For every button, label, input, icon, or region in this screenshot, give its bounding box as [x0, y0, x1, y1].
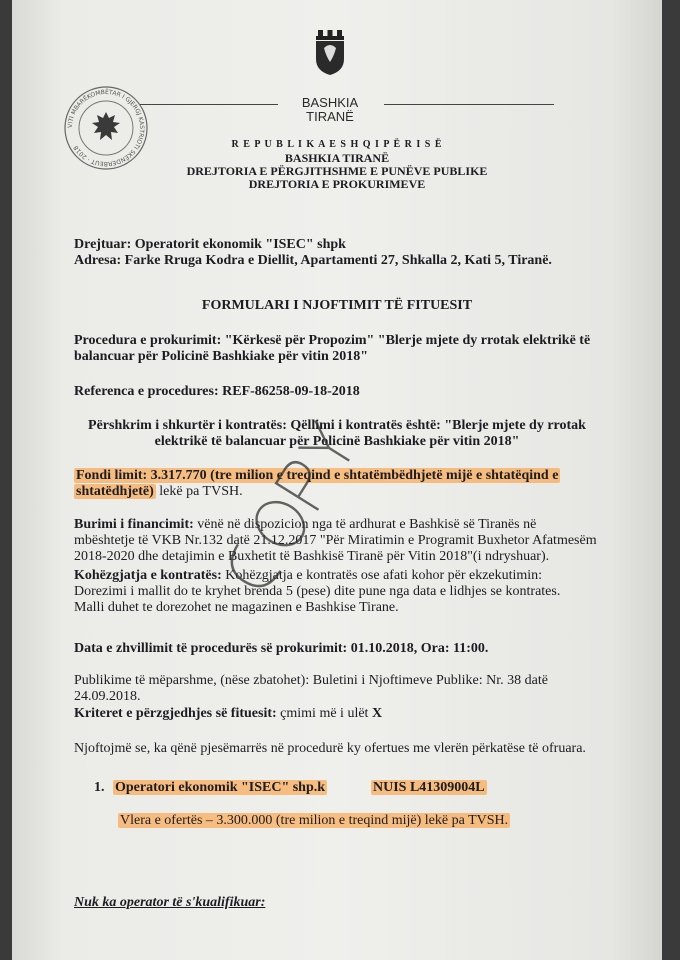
financing-line-2: mbështetje të VKB Nr.132 datë 21.12.2017 "Për Miratimin e Programit Buxhetor Afatmesëm	[74, 533, 597, 548]
publications-line-1: Publikime të mëparshme, (nëse zbatohet): Buletini i Njoftimeve Publike: Nr. 38 datë	[74, 673, 548, 688]
financing-line-3: 2018-2020 dhe detajimin e Buxhetit të Bashkisë Tiranë për Vitin 2018"(i ndryshuar).	[74, 549, 550, 564]
selection-criteria: Kriteret e përzgjedhjes së fituesit: çmimi më i ulët X	[74, 706, 383, 721]
procedure-line-1: Procedura e prokurimit: "Kërkesë për Propozim" "Blerje mjete dy rrotak elektrikë të	[74, 333, 591, 348]
duration-line-3: Malli duhet te dorezohet ne magazinen e Bashkise Tirane.	[74, 600, 399, 615]
financing-line-1: Burimi i financimit: vënë në dispozicion nga të ardhurat e Bashkisë së Tiranës në	[74, 517, 537, 532]
winner-operator: Operatori ekonomik "ISEC" shp.k	[115, 780, 326, 795]
publications-line-2: 24.09.2018.	[74, 689, 141, 704]
header-municipality: BASHKIA TIRANË	[284, 151, 390, 165]
winner-nuis: NUIS L41309004L	[373, 780, 485, 795]
procedure-reference: Referenca e procedures: REF-86258-09-18-2018	[74, 384, 360, 399]
tirana-coat-of-arms-icon	[312, 30, 348, 76]
logo-text-tirane: TIRANË	[306, 109, 354, 124]
document-title: FORMULARI I NJOFTIMIT TË FITUESIT	[201, 298, 473, 313]
header-republic: R E P U B L I K A E S H Q I P Ë R I S Ë	[231, 139, 443, 150]
header-rule-right	[384, 104, 554, 105]
addressee-address: Adresa: Farke Rruga Kodra e Diellit, Apartamenti 27, Shkalla 2, Kati 5, Tiranë.	[74, 253, 552, 268]
winner-offer-value: Vlera e ofertës – 3.300.000 (tre milion e treqind mijë) lekë pa TVSH.	[120, 813, 509, 828]
header-directorate-general: DREJTORIA E PËRGJITHSHME E PUNËVE PUBLIKE	[186, 164, 488, 178]
contract-description-line-1: Përshkrim i shkurtër i kontratës: Qëllimi i kontratës është: "Blerje mjete dy rrotak	[88, 418, 586, 433]
duration-line-2: Dorezimi i mallit do te kryhet brenda 5 (pese) dite pune nga data e lidhjes se kontrates.	[74, 584, 561, 599]
fund-limit-line-1: Fondi limit: 3.317.770 (tre milion e treqind e shtatëmbëdhjetë mijë e shtatëqind e	[76, 468, 559, 483]
no-disqualified-operators: Nuk ka operator të s'kualifikuar:	[74, 895, 266, 910]
contract-description-line-2: elektrikë të balancuar për Policinë Bashkiake për vitin 2018"	[154, 434, 520, 449]
duration-line-1: Kohëzgjatja e kontratës: Kohëzgjatja e kontratës ose afati kohor për ekzekutimin:	[74, 568, 543, 583]
fund-limit-line-2: shtatëdhjetë) lekë pa TVSH.	[76, 484, 243, 499]
logo-text-bashkia: BASHKIA	[301, 95, 359, 110]
header-rule-left	[140, 104, 278, 105]
procedure-date: Data e zhvillimit të procedurës së prokurimit: 01.10.2018, Ora: 11:00.	[74, 641, 489, 656]
eagle-icon	[92, 112, 120, 140]
participants-notice: Njoftojmë se, ka qënë pjesëmarrës në procedurë ky ofertues me vlerën përkatëse të ofruara.	[74, 741, 586, 756]
header-directorate: DREJTORIA E PROKURIMEVE	[248, 177, 426, 191]
addressee-to: Drejtuar: Operatorit ekonomik "ISEC" shpk	[74, 237, 346, 252]
document-page	[12, 0, 662, 960]
procedure-line-2: balancuar për Policinë Bashkiake për vitin 2018"	[74, 349, 369, 364]
svg-text:VITI MBARËKOMBËTAR I GJERGJ KA: VITI MBARËKOMBËTAR I GJERGJ KASTRIOTI SKËNDERBEUT · 2018	[66, 88, 146, 168]
winner-number: 1.	[94, 780, 105, 795]
